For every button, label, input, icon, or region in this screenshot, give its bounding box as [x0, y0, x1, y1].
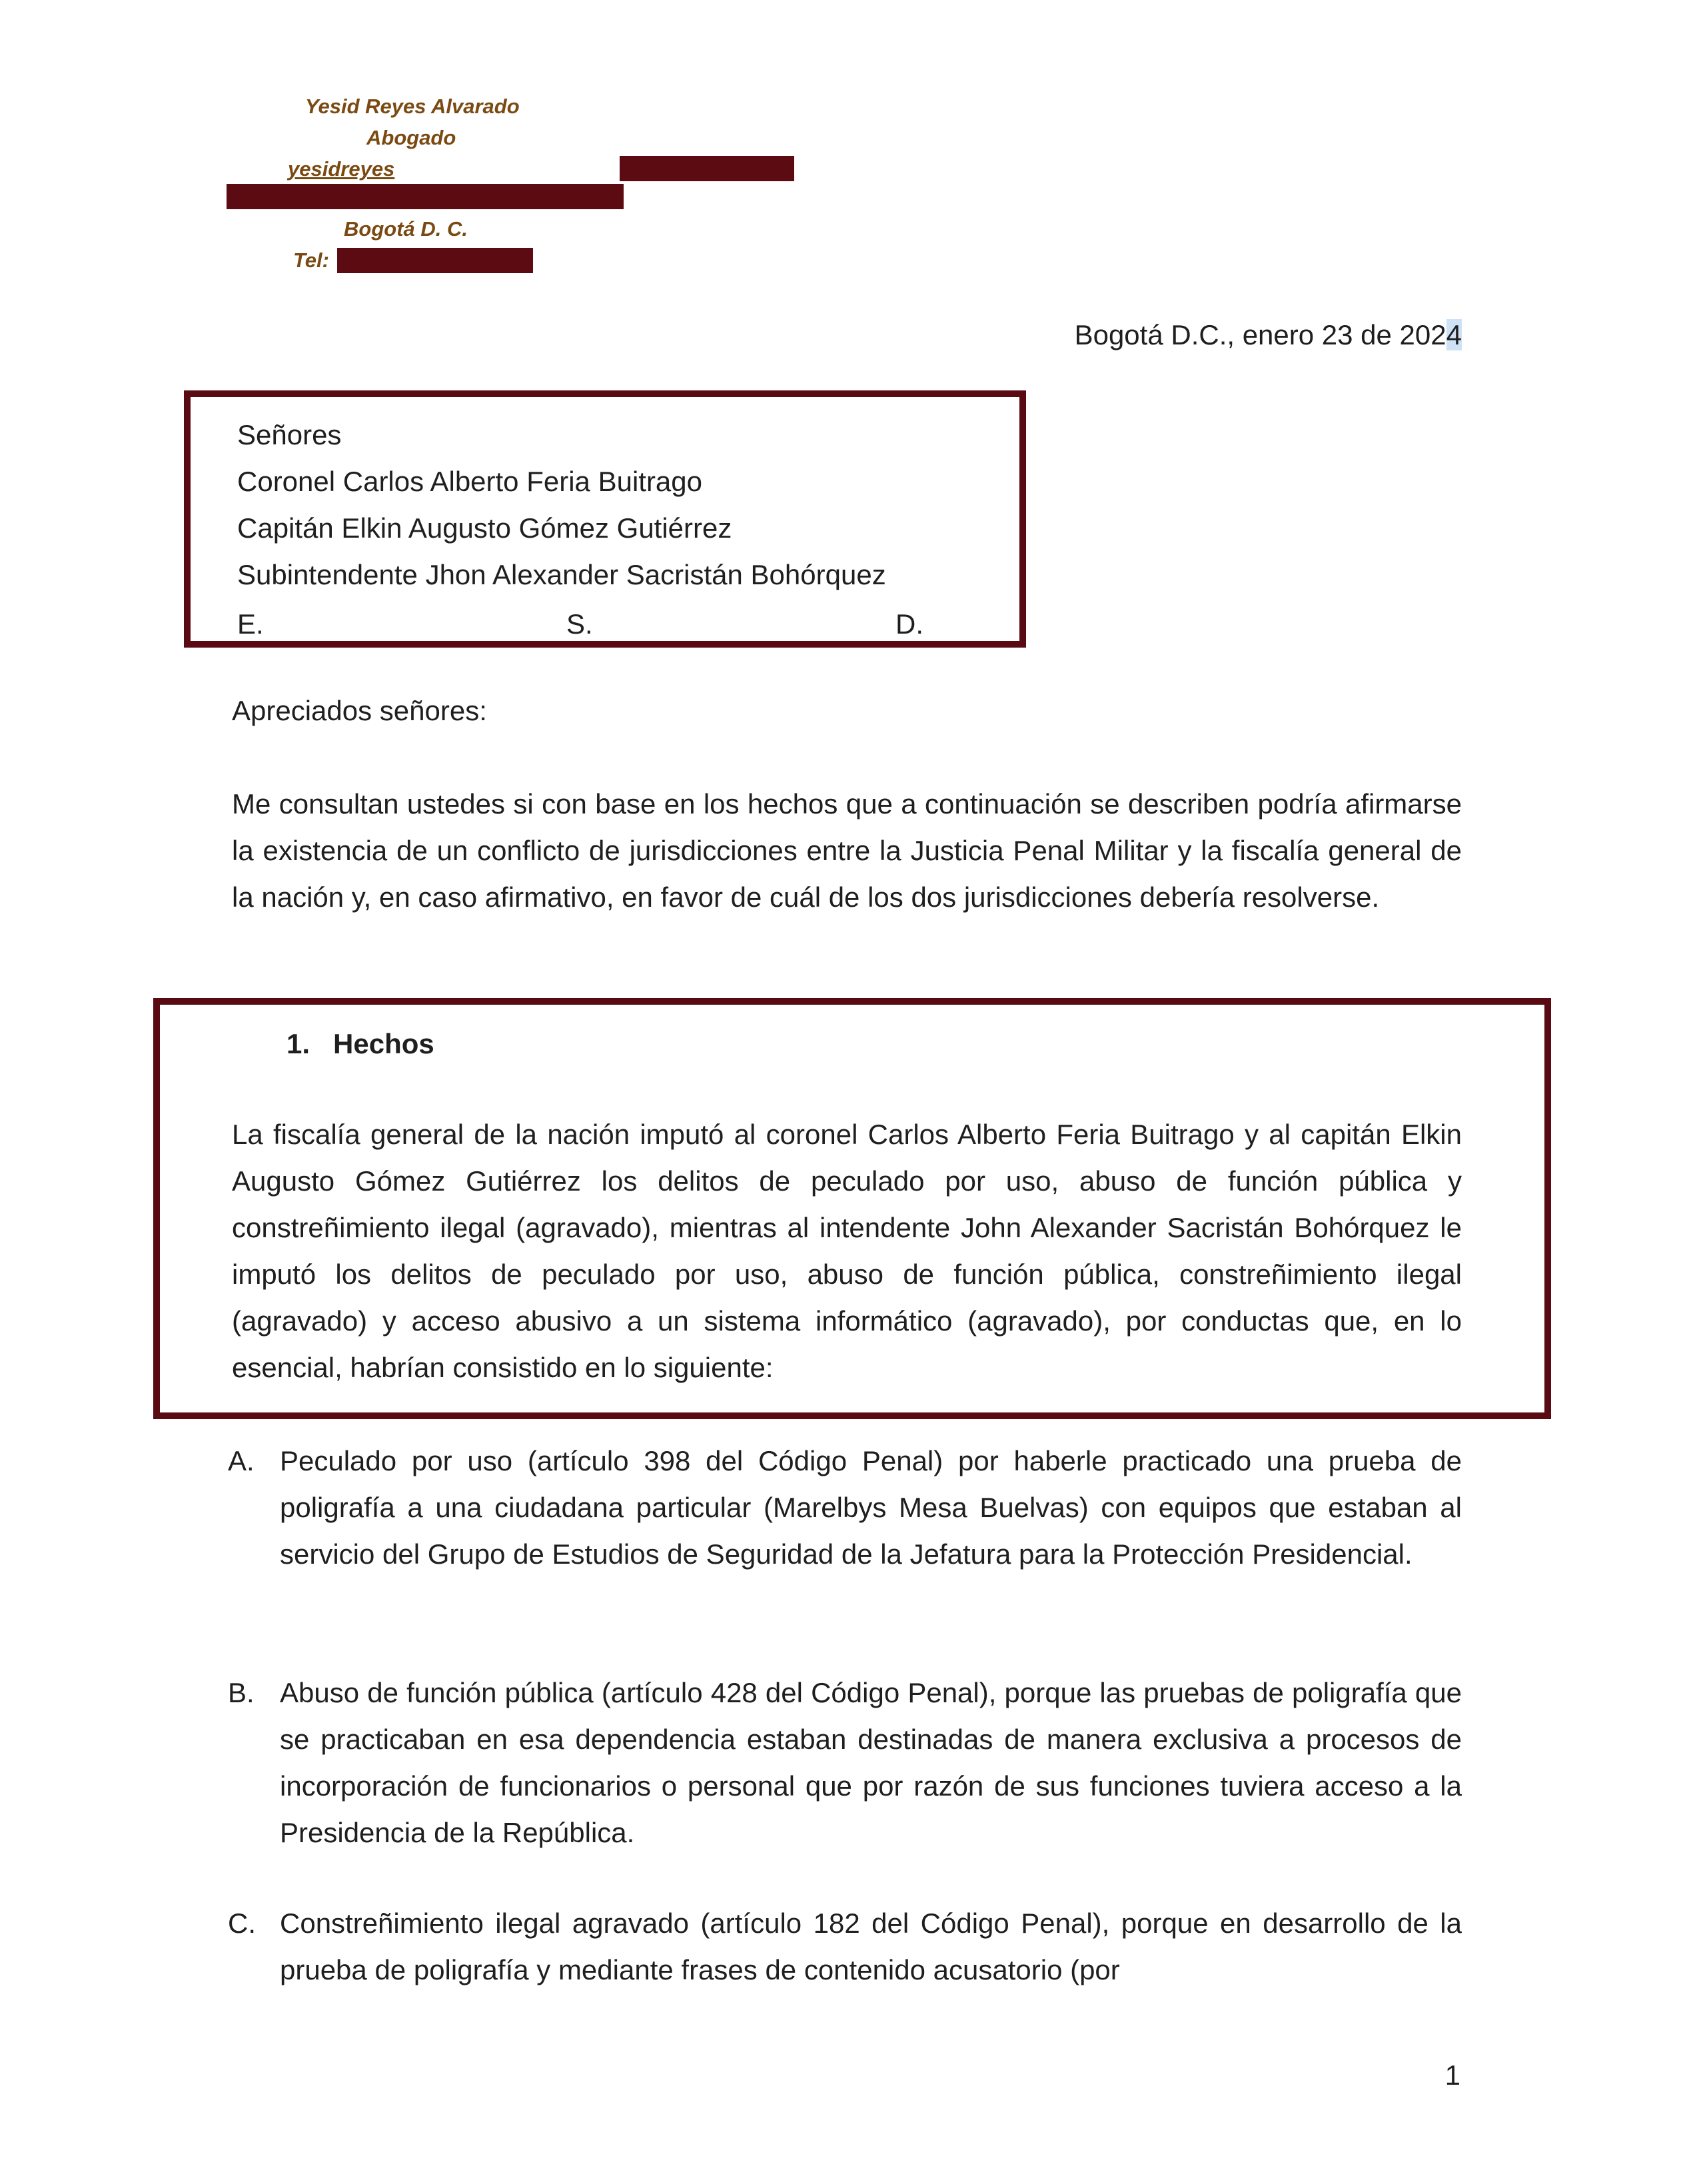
list-item: [228, 1670, 1462, 1856]
hechos-paragraph: La fiscalía general de la nación imputó al coronel Carlos Alberto Feria Buitrago y al capitán Elkin Augusto Gómez Gutiérrez los delitos de peculado por uso, abuso de función pública y constreñimiento ilegal (agravado), mientras al intendente John Alexander Sacristán Bohórquez le imputó los delitos de peculado por uso, abuso de función pública, constreñimiento ilegal (agravado) y acceso abusivo a un sistema informático (agravado), por conductas que, en lo esencial, habrían consistido en lo siguiente:: [232, 1119, 1462, 1383]
esd-e: E.: [237, 608, 264, 640]
tel-redaction: [337, 248, 533, 273]
letterhead-city: Bogotá D. C.: [344, 217, 468, 241]
addressee-box: [184, 390, 1026, 648]
addressee-line-1: Coronel Carlos Alberto Feria Buitrago: [237, 466, 703, 497]
item-letter: A.: [228, 1445, 255, 1476]
email-redaction: [620, 156, 794, 181]
tel-label: Tel:: [293, 249, 329, 272]
salutation: Apreciados señores:: [232, 695, 487, 726]
page-number: 1: [1444, 2059, 1460, 2091]
item-text: Abuso de función pública (artículo 428 del Código Penal), porque las pruebas de poligrafía que se practicaban en esa dependencia estaban destinadas de manera exclusiva a procesos de incorporación de funcionarios o personal que por razón de sus funciones tuviera acceso a la Presidencia de la República.: [280, 1677, 1462, 1848]
lawyer-name: Yesid Reyes Alvarado: [305, 95, 520, 118]
hechos-section-box: [153, 998, 1551, 1419]
item-letter: B.: [228, 1677, 255, 1708]
item-letter: C.: [228, 1908, 256, 1939]
list-item: [228, 1900, 1462, 1993]
address-redaction: [227, 184, 624, 209]
addressee-line-2: Capitán Elkin Augusto Gómez Gutiérrez: [237, 512, 732, 544]
lawyer-title: Abogado: [366, 126, 456, 149]
email-link[interactable]: yesidreyes: [288, 157, 395, 181]
esd-d: D.: [895, 608, 923, 640]
addressee-greeting: Señores: [237, 419, 342, 450]
intro-paragraph: Me consultan ustedes si con base en los hechos que a continuación se describen podría afirmarse la existencia de un conflicto de jurisdicciones entre la Justicia Penal Militar y la fiscalía general de la nación y, en caso afirmativo, en favor de cuál de los dos jurisdicciones debería resolverse.: [232, 788, 1462, 913]
date-last-digit: 4: [1446, 319, 1462, 350]
letter-date: [1075, 312, 1462, 358]
section-heading: 1. Hechos: [286, 1028, 434, 1059]
esd-s: S.: [566, 608, 593, 640]
addressee-line-3: Subintendente Jhon Alexander Sacristán Bohórquez: [237, 559, 886, 590]
esd-line: [237, 601, 923, 648]
item-text: Peculado por uso (artículo 398 del Código Penal) por haberle practicado una prueba de poligrafía a una ciudadana particular (Marelbys Mesa Buelvas) con equipos que estaban al servicio del Grupo de Estudios de Seguridad de la Jefatura para la Protección Presidencial.: [280, 1445, 1462, 1570]
date-text: Bogotá D.C., enero 23 de 202: [1074, 319, 1446, 350]
list-item: [228, 1438, 1462, 1578]
item-text: Constreñimiento ilegal agravado (artículo 182 del Código Penal), porque en desarrollo de la prueba de poligrafía y mediante frases de contenido acusatorio (por: [280, 1908, 1462, 1985]
